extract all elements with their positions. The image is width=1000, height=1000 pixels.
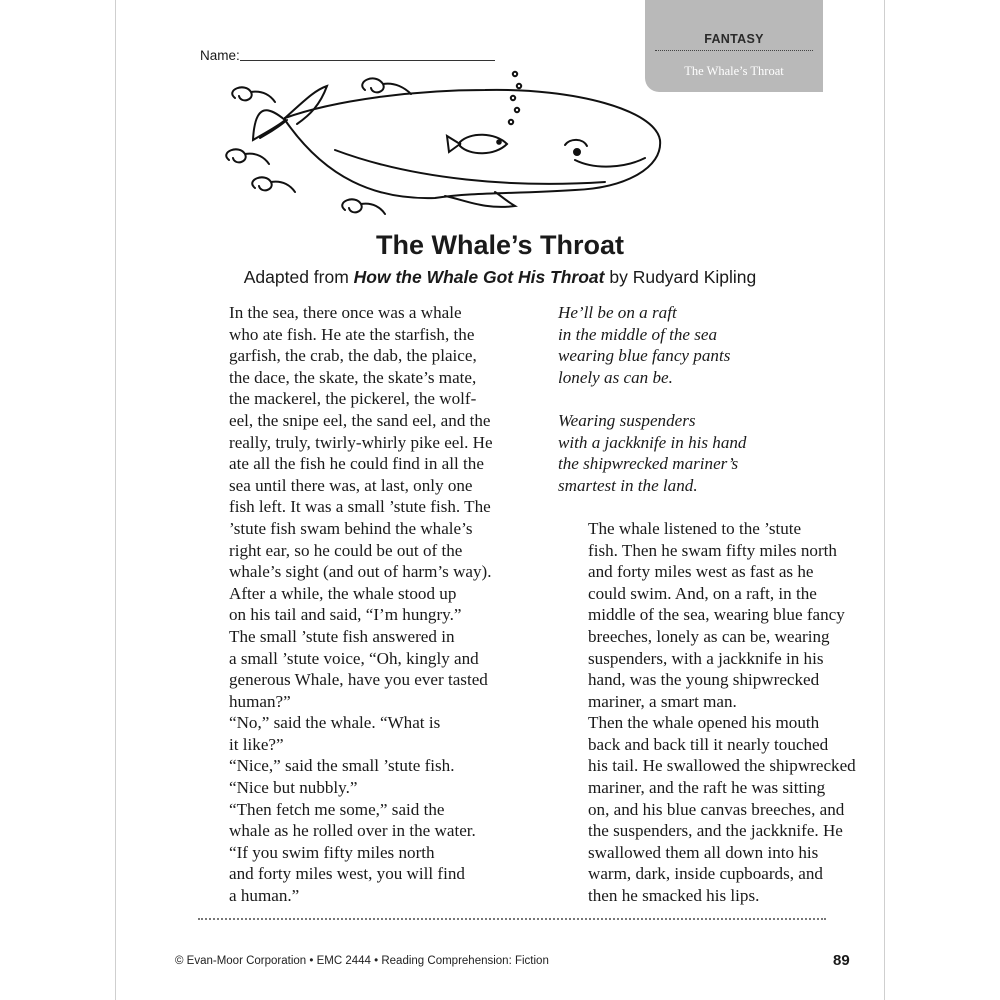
text-line: garfish, the crab, the dab, the plaice, <box>229 346 477 366</box>
footer-text: © Evan-Moor Corporation • EMC 2444 • Reading Comprehension: Fiction <box>175 955 549 967</box>
text-line: a small ’stute voice, “Oh, kingly and <box>229 648 479 668</box>
byline-author: by Rudyard Kipling <box>604 267 757 287</box>
text-line: In the sea, there once was a whale <box>229 303 462 322</box>
text-line: and forty miles west as fast as he <box>588 562 814 582</box>
paragraph <box>558 712 856 906</box>
text-line: “If you swim fifty miles north <box>229 842 435 862</box>
text-line: the mackerel, the pickerel, the wolf- <box>229 389 477 409</box>
text-line: lonely as can be. <box>558 367 673 387</box>
paragraph <box>199 626 499 712</box>
text-line: back and back till it nearly touched <box>588 734 829 754</box>
text-line: fish. Then he swam fifty miles north <box>588 540 837 560</box>
text-line: with a jackknife in his hand <box>558 432 747 452</box>
text-line: ate all the fish he could find in all the <box>229 454 484 474</box>
text-line: Then the whale opened his mouth <box>588 713 820 733</box>
tab-divider <box>655 50 813 51</box>
text-line: Wearing suspenders <box>558 410 696 430</box>
left-column <box>199 302 499 907</box>
text-line: “No,” said the whale. “What is <box>229 713 441 733</box>
paragraph <box>199 842 499 907</box>
text-line: smartest in the land. <box>558 475 698 495</box>
story-title: The Whale’s Throat <box>375 230 625 260</box>
stanza-gap <box>558 496 838 518</box>
text-line: breeches, lonely as can be, wearing <box>588 626 830 646</box>
text-line: human?” <box>229 691 291 711</box>
text-line: mariner, and the raft he was sitting <box>588 778 826 798</box>
text-line: “Nice but nubbly.” <box>229 778 358 798</box>
poem-stanza <box>558 302 838 388</box>
text-line: it like?” <box>229 734 284 754</box>
text-line: the suspenders, and the jackknife. He <box>588 821 843 841</box>
text-line: suspenders, with a jackknife in his <box>588 648 824 668</box>
name-label: Name: <box>200 48 240 63</box>
paragraph <box>558 518 845 712</box>
text-line: whale’s sight (and out of harm’s way). <box>229 562 492 582</box>
text-line: whale as he rolled over in the water. <box>229 821 476 841</box>
text-line: middle of the sea, wearing blue fancy <box>588 605 845 625</box>
page-number: 89 <box>833 952 850 969</box>
text-line: on, and his blue canvas breeches, and <box>588 799 845 819</box>
paragraph <box>199 302 499 583</box>
poem-stanza <box>558 410 838 496</box>
text-line: and forty miles west, you will find <box>229 864 465 884</box>
text-line: fish left. It was a small ’stute fish. The <box>229 497 491 517</box>
genre-label: FANTASY <box>704 32 764 46</box>
byline-prefix: Adapted from <box>243 267 354 287</box>
paragraph <box>199 755 499 798</box>
text-line: swallowed them all down into his <box>588 842 819 862</box>
text-line: sea until there was, at last, only one <box>229 475 473 495</box>
text-line: After a while, the whale stood up <box>229 583 457 603</box>
text-line: who ate fish. He ate the starfish, the <box>229 324 475 344</box>
text-line: right ear, so he could be out of the <box>229 540 463 560</box>
byline-book-title: How the Whale Got His Throat <box>353 267 605 287</box>
text-line: really, truly, twirly-whirly pike eel. He <box>229 432 493 452</box>
whale-illustration <box>215 60 665 230</box>
text-line: generous Whale, have you ever tasted <box>229 670 488 690</box>
paragraph <box>199 583 499 626</box>
right-column <box>558 302 856 907</box>
text-line: on his tail and said, “I’m hungry.” <box>229 605 462 625</box>
text-line: He’ll be on a raft <box>558 303 677 322</box>
footer-divider <box>198 918 826 920</box>
text-line: The small ’stute fish answered in <box>229 626 455 646</box>
paragraph <box>199 799 499 842</box>
text-line: mariner, a smart man. <box>588 691 737 711</box>
text-line: The whale listened to the ’stute <box>588 518 802 538</box>
text-line: the dace, the skate, the skate’s mate, <box>229 367 477 387</box>
text-line: ’stute fish swam behind the whale’s <box>229 518 473 538</box>
paragraph <box>199 712 499 755</box>
text-line: eel, the snipe eel, the sand eel, and the <box>229 410 491 430</box>
stanza-gap <box>558 388 838 410</box>
text-line: could swim. And, on a raft, in the <box>588 583 817 603</box>
text-line: the shipwrecked mariner’s <box>558 454 739 474</box>
text-line: wearing blue fancy pants <box>558 346 731 366</box>
text-line: “Nice,” said the small ’stute fish. <box>229 756 455 776</box>
text-line: warm, dark, inside cupboards, and <box>588 864 823 884</box>
tab-story-title: The Whale’s Throat <box>684 64 784 78</box>
text-line: a human.” <box>229 886 300 906</box>
text-line: his tail. He swallowed the shipwrecked <box>588 756 856 776</box>
text-line: hand, was the young shipwrecked <box>588 670 820 690</box>
text-line: “Then fetch me some,” said the <box>229 799 445 819</box>
genre-tab <box>645 0 823 92</box>
byline <box>0 267 1000 288</box>
text-line: then he smacked his lips. <box>588 886 760 906</box>
text-line: in the middle of the sea <box>558 324 718 344</box>
